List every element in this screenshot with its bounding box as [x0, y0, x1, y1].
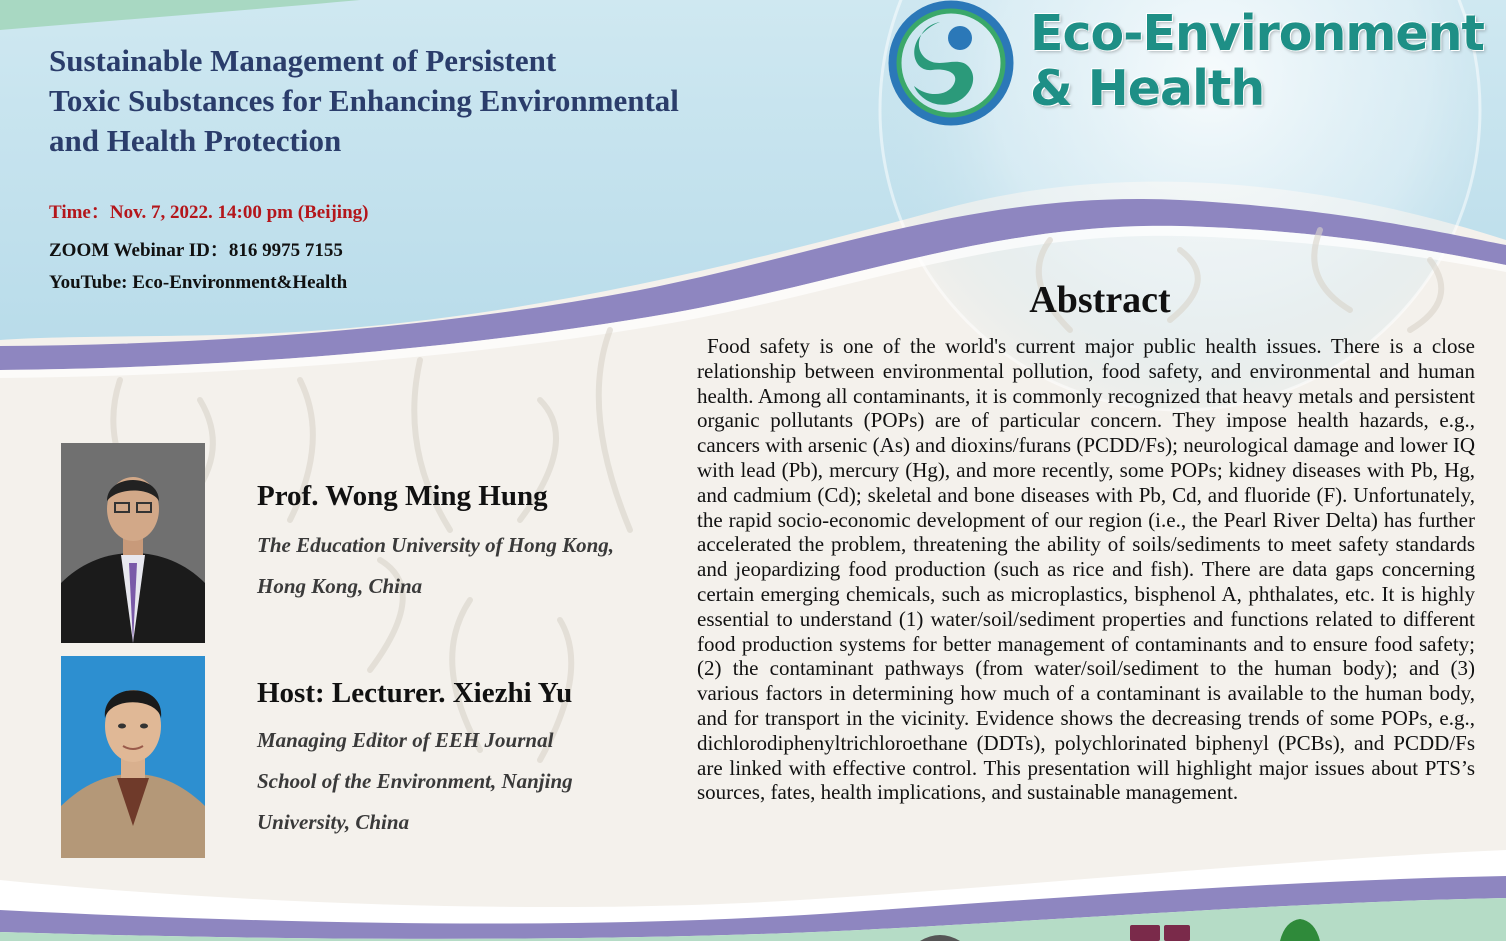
- abstract-heading: Abstract: [1029, 279, 1171, 321]
- speaker-name: Prof. Wong Ming Hung: [257, 480, 548, 512]
- speaker-affiliation-line-2: Hong Kong, China: [257, 574, 423, 598]
- youtube-channel: YouTube: Eco-Environment&Health: [49, 272, 348, 293]
- host-photo: [61, 656, 205, 858]
- event-time: Time：Nov. 7, 2022. 14:00 pm (Beijing): [49, 202, 369, 223]
- zoom-webinar-id: ZOOM Webinar ID：816 9975 7155: [49, 240, 343, 261]
- host-affiliation-line-3: University, China: [257, 810, 410, 834]
- speaker-affiliation-line-1: The Education University of Hong Kong,: [257, 533, 615, 557]
- title-line-3: and Health Protection: [49, 123, 342, 158]
- speaker-photo: [61, 443, 205, 643]
- logo-line-2: & Health: [1030, 60, 1265, 117]
- host-portrait: [61, 656, 205, 858]
- host-affiliation-line-2: School of the Environment, Nanjing: [257, 769, 573, 793]
- eeh-logo-icon: [888, 0, 1014, 126]
- event-title: [49, 41, 769, 161]
- host-name: Host: Lecturer. Xiezhi Yu: [257, 677, 573, 709]
- speaker-portrait: [61, 443, 205, 643]
- logo-line-1: Eco-Environment: [1030, 5, 1484, 62]
- host-affiliation-line-1: Managing Editor of EEH Journal: [257, 728, 554, 752]
- title-line-1: Sustainable Management of Persistent: [49, 43, 557, 78]
- abstract-body: Food safety is one of the world's current major public health issues. There is a close relationship between environmental pollution, food safety, and environmental and human health. Among all contaminants, it is commonly recognized that heavy metals and persistent organic pollutants (POPs) are of particular concern. They impose health hazards, e.g., cancers with arsenic (As) and dioxins/furans (PCDD/Fs); neurological damage and lower IQ with lead (Pb), mercury (Hg), and more recently, some POPs; kidney diseases with Pb, Hg, and cadmium (Cd); skeletal and bone diseases with Pb, Cd, and fluoride (F). Unfortunately, the rapid socio-economic development of our region (i.e., the Pearl River Delta) has further accelerated the problem, threatening the ability of soils/sediments to meet safety standards and jeopardizing food production (such as rice and fish). There are data gaps concerning certain emerging chemicals, such as microplastics, bisphenol A, phthalates, etc. It is highly essential to understand (1) water/soil/sediment properties and functions related to different food production systems for better management of contaminants and to ensure food safety; (2) the contaminant pathways (from water/soil/sediment to the human body); and (3) various factors in determining how much of a contaminant is available to the human body, and for transport in the vicinity. Evidence shows the decreasing trends of some POPs, e.g., dichlorodiphenyltrichloroethane (DDTs), polychlorinated biphenyl (PCBs), and PCDD/Fs are linked with effective control. This presentation will highlight major issues about PTS’s sources, fates, health implications, and sustainable management.: [697, 334, 1475, 805]
- eeh-logo-wordmark: [1030, 6, 1484, 116]
- title-line-2: Toxic Substances for Enhancing Environmental: [49, 83, 679, 118]
